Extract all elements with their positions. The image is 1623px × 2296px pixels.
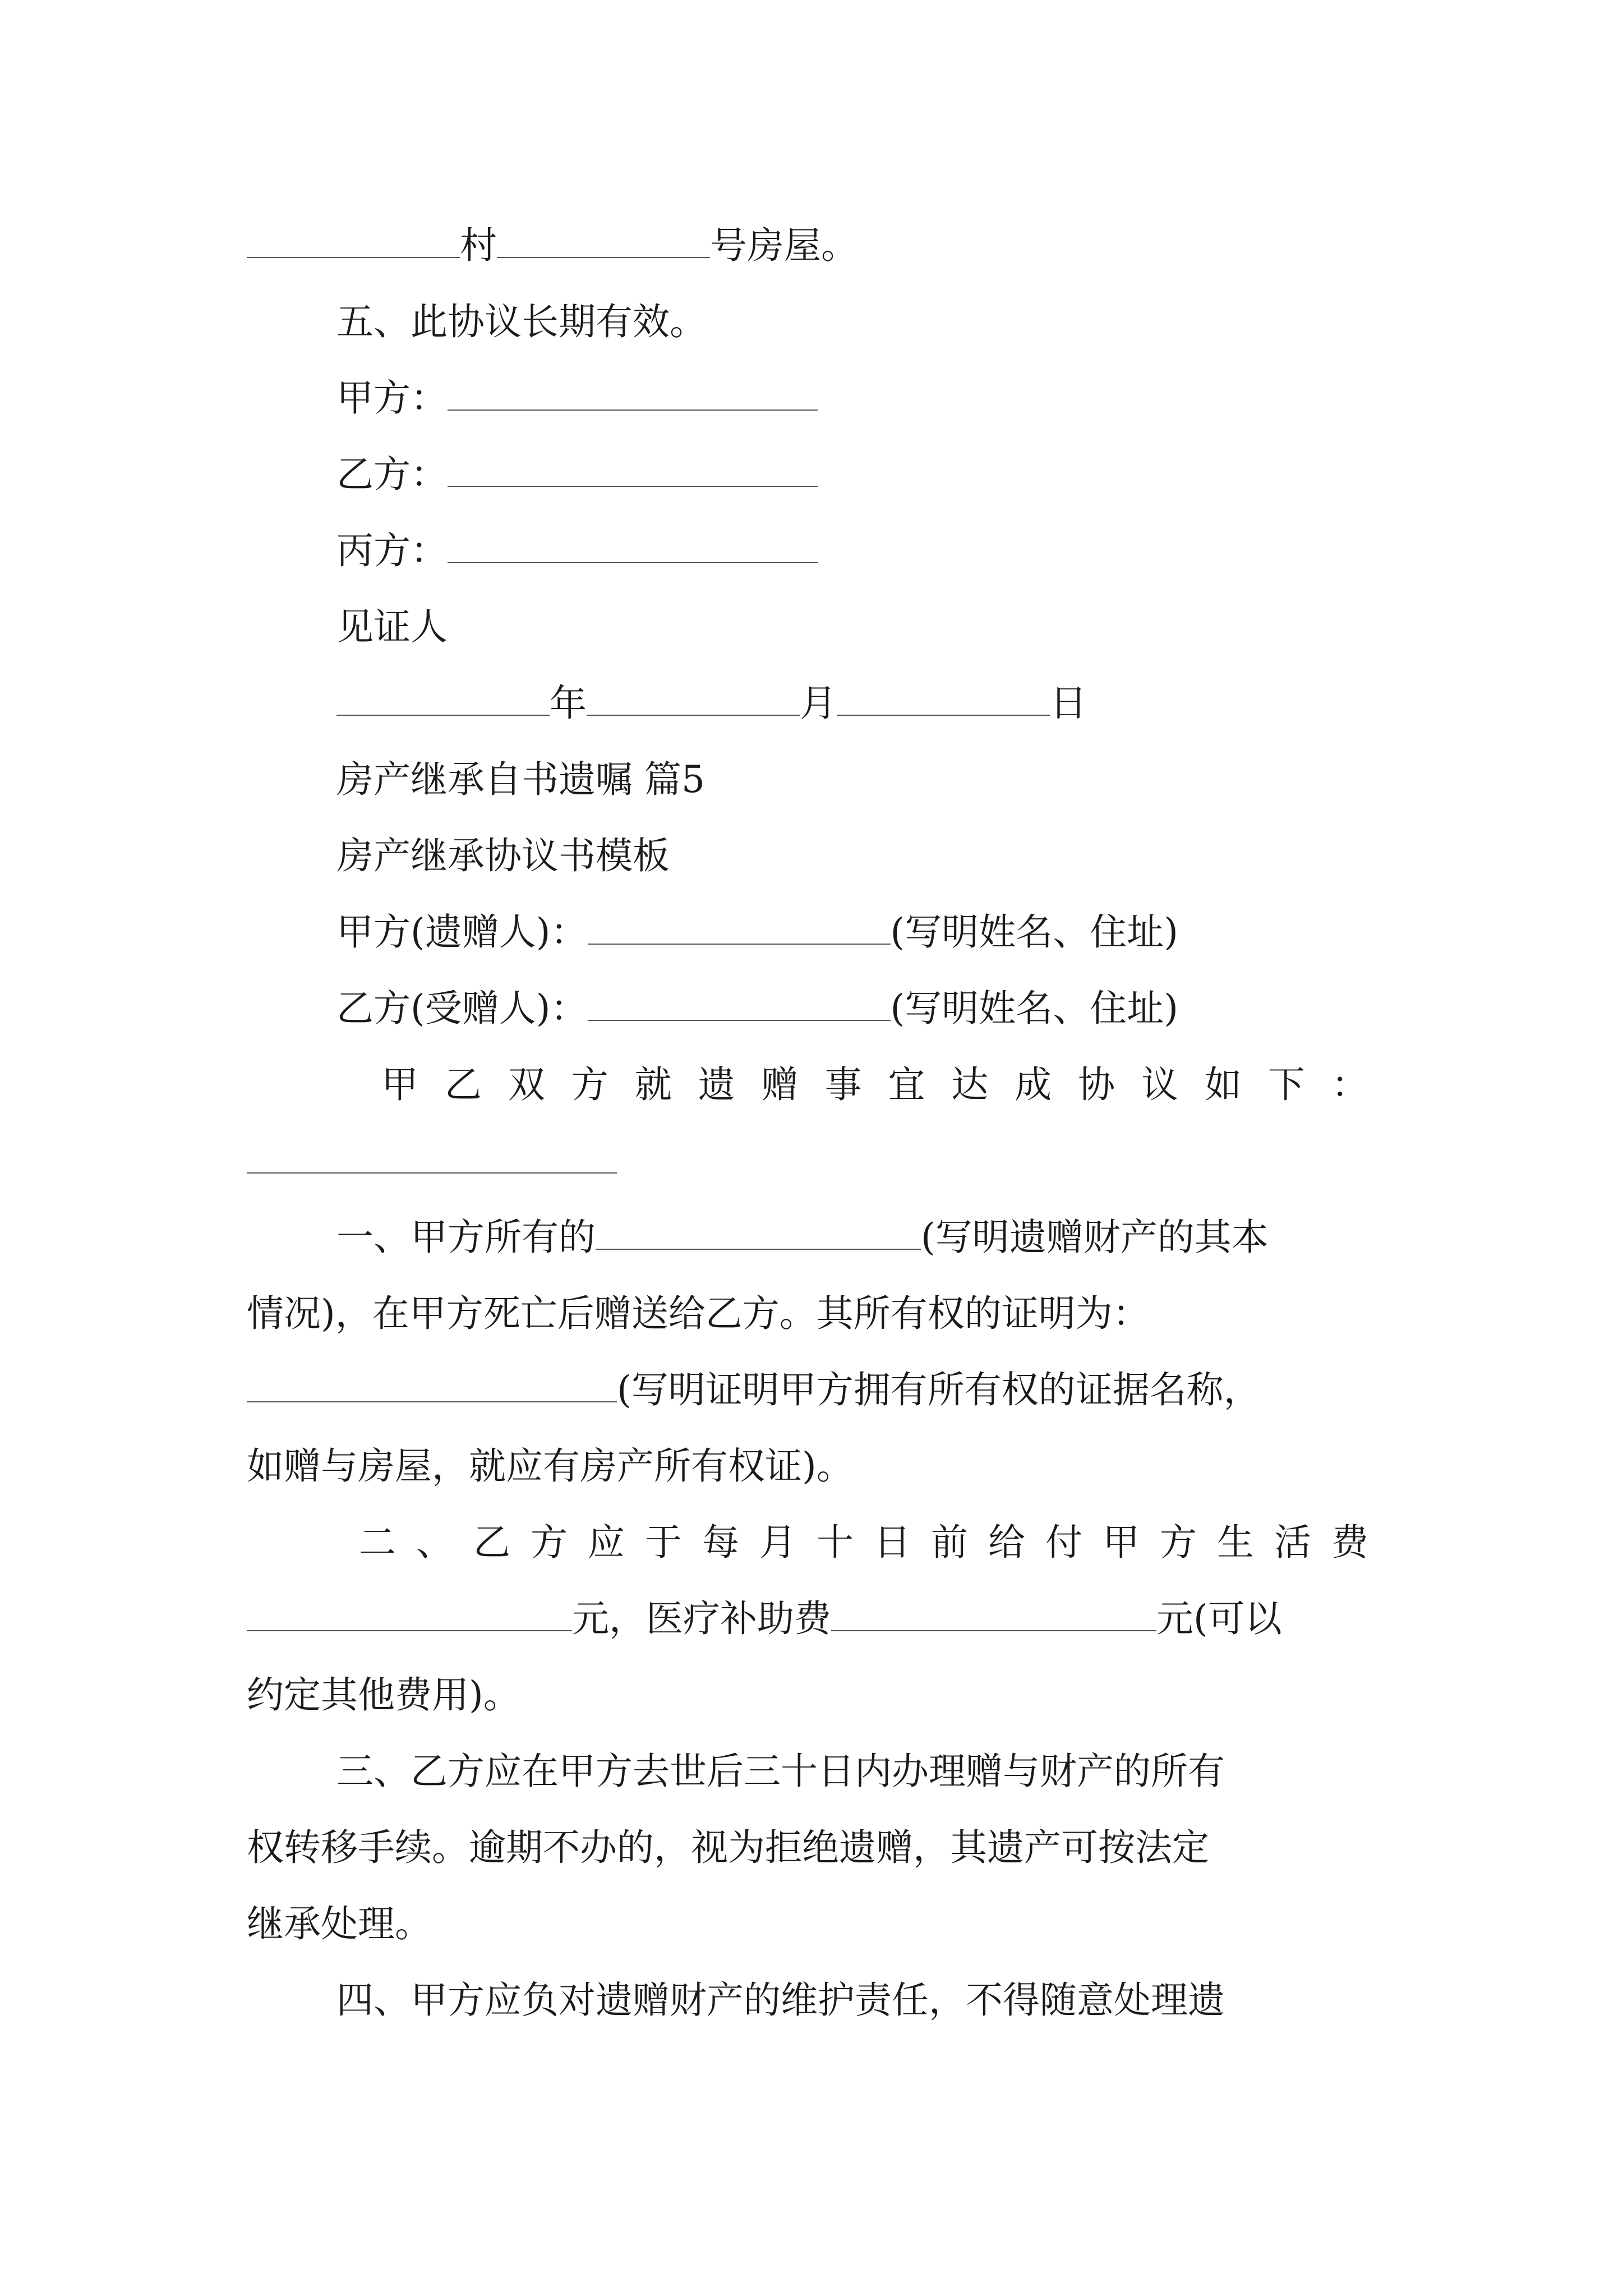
article-two-char: 甲: [1103, 1521, 1140, 1564]
agreement-char: 遗: [698, 1063, 735, 1106]
article-two-char: 方: [531, 1521, 568, 1564]
month-field[interactable]: [587, 681, 800, 716]
article-two-char: 乙: [473, 1521, 510, 1564]
line-article-four-a: 四、甲方应负对遗赠财产的维护责任，不得随意处理遗: [336, 1978, 1225, 2022]
agreement-char: 乙: [444, 1063, 482, 1106]
agreement-char: 双: [508, 1063, 545, 1106]
agreement-char: 甲: [381, 1063, 418, 1106]
agreement-char: 达: [951, 1063, 989, 1106]
article-two-char: 生: [1217, 1521, 1254, 1564]
line-article-two-b: [247, 1596, 1282, 1641]
line-article-two-a: [359, 1520, 1368, 1565]
line-party-a: [336, 376, 818, 421]
article-two-char: 二: [359, 1521, 396, 1564]
line-legatee: [336, 986, 1178, 1031]
line-village-house: [247, 223, 858, 268]
agreement-char: 方: [571, 1063, 608, 1106]
template-title: 房产继承协议书模板: [336, 834, 670, 877]
line-article-one-e: 如赠与房屋，就应有房产所有权证)。: [247, 1444, 854, 1488]
text-day: 日: [1050, 682, 1087, 725]
article-two-char: 方: [1160, 1521, 1197, 1564]
party-b-signature-field[interactable]: [448, 452, 818, 487]
year-field[interactable]: [336, 681, 550, 716]
text-yuan-medical: 元，医疗补助费: [572, 1597, 831, 1640]
party-a-label: 甲方：: [336, 376, 448, 420]
line-article-five: 五、此协议长期有效。: [336, 300, 707, 343]
article-two-char: 每: [702, 1521, 739, 1564]
agreement-char: 协: [1078, 1063, 1115, 1106]
article-two-char: 于: [645, 1521, 682, 1564]
article-one-proof-note: (写明证明甲方拥有所有权的证据名称，: [617, 1368, 1261, 1411]
line-party-c: [336, 528, 818, 573]
party-a-signature-field[interactable]: [448, 376, 818, 411]
testator-field[interactable]: [588, 910, 891, 945]
article-two-char: 日: [874, 1521, 911, 1564]
legatee-label: 乙方(受赠人)：: [336, 987, 588, 1030]
line-agreement: [381, 1062, 1368, 1107]
article-two-char: 付: [1045, 1521, 1082, 1564]
blank-field[interactable]: [247, 223, 460, 258]
line-agreement-blank: [247, 1139, 617, 1184]
testator-note: (写明姓名、住址): [890, 910, 1178, 954]
agreement-char: 议: [1141, 1063, 1179, 1106]
party-b-label: 乙方：: [336, 453, 448, 496]
line-article-three-a: 三、乙方应在甲方去世后三十日内办理赠与财产的所有: [336, 1750, 1225, 1793]
line-article-one-a: [336, 1215, 1269, 1260]
text-house: 号房屋。: [710, 224, 858, 267]
agreement-char: 赠: [761, 1063, 799, 1106]
line-testator: [336, 910, 1178, 955]
text-month: 月: [800, 682, 837, 725]
article-two-char: 前: [931, 1521, 968, 1564]
agreement-char: 如: [1204, 1063, 1242, 1106]
text-yuan-optional: 元(可以: [1156, 1597, 1282, 1640]
text-village: 村: [460, 224, 497, 267]
line-article-two-c: 约定其他费用)。: [247, 1673, 520, 1717]
agreement-field[interactable]: [247, 1139, 617, 1174]
line-article-one-d: [247, 1368, 1261, 1412]
testator-label: 甲方(遗赠人)：: [336, 910, 588, 954]
line-party-b: [336, 452, 818, 497]
day-field[interactable]: [837, 681, 1050, 716]
agreement-char: 宜: [888, 1063, 925, 1106]
article-two-char: 月: [759, 1521, 796, 1564]
line-witness: 见证人: [336, 605, 448, 648]
medical-subsidy-field[interactable]: [831, 1596, 1156, 1631]
party-c-signature-field[interactable]: [448, 528, 818, 563]
article-two-char: 活: [1274, 1521, 1311, 1564]
legatee-field[interactable]: [588, 986, 891, 1021]
living-expense-field[interactable]: [247, 1596, 572, 1631]
article-one-text: 一、甲方所有的: [336, 1216, 596, 1259]
line-date: [336, 681, 1087, 726]
article-two-char: 给: [988, 1521, 1025, 1564]
legatee-note: (写明姓名、住址): [890, 987, 1178, 1030]
agreement-char: ：: [1331, 1063, 1368, 1106]
party-c-label: 丙方：: [336, 529, 448, 572]
blank-field[interactable]: [497, 223, 710, 258]
agreement-char: 成: [1015, 1063, 1052, 1106]
ownership-proof-field[interactable]: [247, 1368, 617, 1402]
text-year: 年: [550, 682, 587, 725]
article-two-char: 费: [1331, 1521, 1368, 1564]
line-article-three-b: 权转移手续。逾期不办的，视为拒绝遗赠，其遗产可按法定: [247, 1826, 1209, 1869]
article-two-char: 十: [817, 1521, 854, 1564]
agreement-char: 事: [824, 1063, 862, 1106]
agreement-char: 就: [634, 1063, 672, 1106]
agreement-char: 下: [1267, 1063, 1305, 1106]
article-two-char: 、: [416, 1521, 453, 1564]
article-two-char: 应: [588, 1521, 625, 1564]
line-article-three-c: 继承处理。: [247, 1902, 432, 1945]
section-title: 房产继承自书遗嘱 篇5: [336, 758, 705, 801]
property-field[interactable]: [596, 1215, 921, 1250]
article-one-note: (写明遗赠财产的其本: [921, 1216, 1269, 1259]
line-article-one-c: 情况)，在甲方死亡后赠送给乙方。其所有权的证明为：: [247, 1292, 1150, 1335]
